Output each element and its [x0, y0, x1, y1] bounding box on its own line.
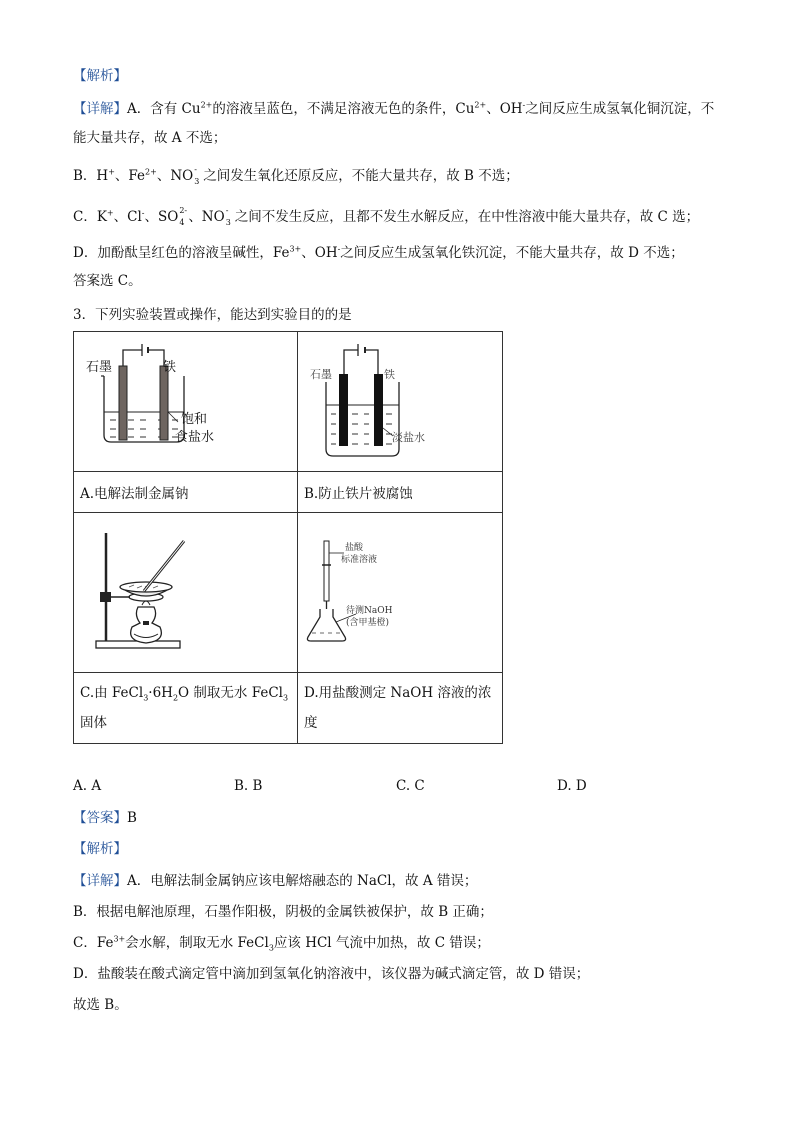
figure-a-cell: [74, 332, 298, 472]
subscript: 2: [172, 693, 179, 703]
superscript: -: [141, 208, 145, 218]
analysis-header-2: 【解析】: [73, 841, 127, 857]
label-hcl: 盐酸: [345, 543, 364, 553]
text-segment: O 制取无水 FeCl: [178, 685, 283, 701]
superscript: 2+: [200, 100, 213, 110]
text-segment: 之间不发生反应，且都不发生水解反应，在中性溶液中能大量共存，故 C 选；: [234, 209, 700, 225]
text-segment: 之间发生氧化还原反应，不能大量共存，故 B 不选；: [203, 168, 519, 184]
answer-row: [73, 808, 137, 828]
caption-c: [74, 673, 298, 744]
label-standard-solution: 标准溶液: [341, 555, 378, 565]
options-table: [73, 331, 503, 744]
detail-line-a: [73, 99, 714, 119]
detail-line-a-cont: 能大量共存，故 A 不选；: [73, 130, 227, 146]
subscript: 3: [282, 693, 289, 703]
label-solution-b: 淡盐水: [392, 431, 425, 444]
detail2-line-b: B．根据电解池原理，石墨作阳极，阴极的金属铁被保护，故 B 正确；: [73, 904, 493, 920]
text-segment: 、SO: [144, 209, 179, 225]
detail2-line-a: [73, 871, 477, 891]
text-segment: 、OH: [301, 245, 338, 261]
text-segment: C．Fe: [73, 935, 114, 951]
label-iron-b: 铁: [384, 368, 395, 381]
subscript: 3: [268, 943, 274, 953]
detail2-line-c: [73, 933, 490, 953]
caption-a: A.电解法制金属钠: [74, 472, 298, 513]
answer-value: B: [127, 810, 137, 826]
electrolysis-figure-b: [298, 332, 502, 467]
superscript: -: [194, 165, 197, 174]
detail-line-c: [73, 207, 699, 227]
caption-b: B.防止铁片被腐蚀: [298, 472, 503, 513]
detail-line-b: [73, 166, 519, 186]
detail-line-d: [73, 243, 684, 263]
text-segment: 、NO: [156, 168, 194, 184]
subscript: 3: [225, 218, 231, 227]
caption-c-line2: 固体: [80, 715, 107, 731]
superscript: 2+: [145, 167, 157, 177]
text-segment: 应该 HCl 气流中加热，故 C 错误；: [273, 935, 490, 951]
superscript: -: [337, 244, 341, 254]
label-naoh: 待测NaOH: [346, 606, 393, 616]
superscript: 2-: [179, 206, 188, 215]
label-graphite: 石墨: [86, 360, 113, 375]
subscript: 3: [143, 693, 149, 703]
text-segment: 之间反应生成氢氧化铜沉淀，不: [525, 101, 715, 117]
text-segment: 、Cl: [113, 209, 142, 225]
text-segment: 之间反应生成氢氧化铁沉淀，不能大量共存，故 D 不选；: [340, 245, 684, 261]
text-segment: 的溶液呈蓝色，不满足溶液无色的条件，Cu: [212, 101, 475, 117]
answer-label: 【答案】: [73, 810, 127, 826]
superscript: +: [106, 208, 114, 218]
ion-script: [193, 166, 203, 186]
text-segment: ·6H: [148, 685, 173, 701]
subscript: 4: [179, 218, 185, 227]
text-segment: 、Fe: [114, 168, 146, 184]
caption-d: [298, 673, 503, 744]
detail-label: 【详解】: [73, 101, 127, 117]
superscript: +: [108, 167, 115, 177]
figure-c-cell: [74, 513, 298, 673]
caption-d-line1: D.用盐酸测定 NaOH 溶液的浓: [304, 685, 492, 701]
text-segment: D．加酚酞呈红色的溶液呈碱性，Fe: [73, 245, 290, 261]
superscript: 3+: [113, 934, 126, 944]
ion-script: [225, 207, 235, 227]
superscript: -: [522, 100, 526, 110]
detail-label-2: 【详解】: [73, 873, 127, 889]
question-3: 3．下列实验装置或操作，能达到实验目的的是: [73, 307, 352, 323]
label-graphite-b: 石墨: [310, 368, 332, 381]
superscript: -: [225, 206, 229, 215]
superscript: 2+: [474, 100, 487, 110]
superscript: 3+: [289, 244, 302, 254]
label-solution-2: 食盐水: [175, 430, 215, 445]
choice-a[interactable]: A. A: [73, 778, 102, 794]
text-segment: C.由 FeCl: [80, 685, 144, 701]
evaporation-figure-c: [74, 513, 297, 668]
text-segment: 、OH: [486, 101, 523, 117]
detail2-line-d: D．盐酸装在酸式滴定管中滴加到氢氧化钠溶液中，该仪器为碱式滴定管，故 D 错误；: [73, 966, 590, 982]
final-answer: 故选 B。: [73, 997, 128, 1013]
text-segment: 会水解，制取无水 FeCl: [125, 935, 269, 951]
analysis-header-1: 【解析】: [73, 68, 127, 84]
electrolysis-figure-a: [74, 332, 297, 467]
subscript: 3: [194, 177, 200, 186]
choice-c[interactable]: C. C: [396, 778, 425, 794]
caption-d-line2: 度: [304, 715, 318, 731]
choice-d[interactable]: D. D: [557, 778, 587, 794]
titration-figure-d: [298, 513, 502, 668]
text-segment: B．H: [73, 168, 109, 184]
figure-b-cell: [298, 332, 503, 472]
figure-d-cell: [298, 513, 503, 673]
answer-line-1: 答案选 C。: [73, 273, 142, 289]
choice-b[interactable]: B. B: [234, 778, 263, 794]
caption-c-line1: [80, 678, 297, 708]
text-segment: 、NO: [188, 209, 225, 225]
text-segment: A．电解法制金属钠应该电解熔融态的 NaCl，故 A 错误；: [127, 873, 478, 889]
text-segment: C．K: [73, 209, 107, 225]
label-iron: 铁: [163, 360, 177, 375]
label-solution-1: 饱和: [181, 412, 208, 427]
ion-script: [178, 207, 188, 227]
label-indicator: (含甲基橙): [346, 618, 390, 628]
text-segment: A．含有 Cu: [127, 101, 201, 117]
